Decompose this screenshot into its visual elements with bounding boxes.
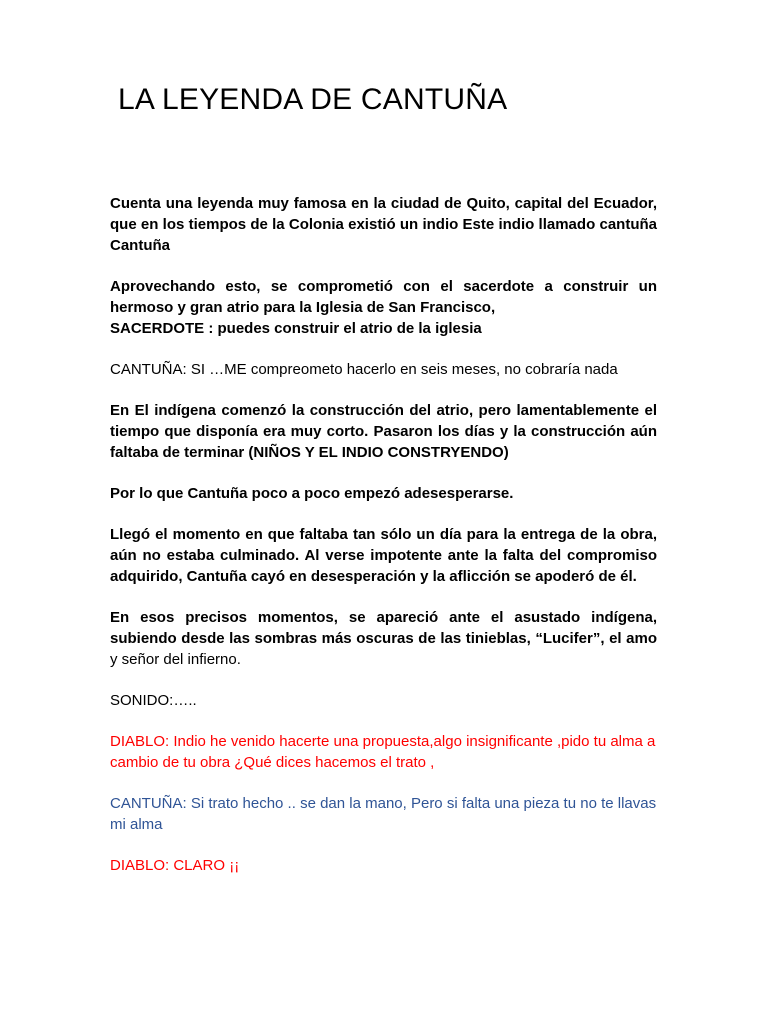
commitment-text: Aprovechando esto, se comprometió con el sacerdote a construir un hermoso y gran atrio para la Iglesia de San Francisco, <box>110 278 657 316</box>
sound-cue: SONIDO:….. <box>110 692 197 709</box>
paragraph-commitment <box>110 276 657 339</box>
cantuna-dialogue-2: CANTUÑA: Si trato hecho .. se dan la mano, Pero si falta una pieza tu no te llavas mi alma <box>110 795 657 833</box>
paragraph-intro: Cuenta una leyenda muy famosa en la ciudad de Quito, capital del Ecuador, que en los tiempos de la Colonia existió un indio Este indio llamado cantuña Cantuña <box>110 195 657 254</box>
diablo-dialogue-2: DIABLO: CLARO ¡¡ <box>110 857 240 874</box>
paragraph-deadline: Llegó el momento en que faltaba tan sólo un día para la entrega de la obra, aún no estaba culminado. Al verse impotente ante la falta del compromiso adquirido, Cantuña cayó en desesperación y la aflicción se apoderó de él. <box>110 526 657 585</box>
lucifer-text-regular: y señor del infierno. <box>110 651 241 668</box>
sacerdote-dialogue: SACERDOTE : puedes construir el atrio de la iglesia <box>110 320 482 337</box>
paragraph-lucifer <box>110 607 657 670</box>
cantuna-dialogue-1: CANTUÑA: SI …ME compreometo hacerlo en seis meses, no cobraría nada <box>110 361 618 378</box>
document-title: LA LEYENDA DE CANTUÑA <box>118 83 508 116</box>
document-body <box>110 193 657 896</box>
diablo-dialogue-1: DIABLO: Indio he venido hacerte una propuesta,algo insignificante ,pido tu alma a cambio de tu obra ¿Qué dices hacemos el trato , <box>110 733 656 771</box>
paragraph-construction: En El indígena comenzó la construcción del atrio, pero lamentablemente el tiempo que disponía era muy corto. Pasaron los días y la construcción aún faltaba de terminar (NIÑOS Y EL INDIO CONSTRYENDO) <box>110 402 657 461</box>
paragraph-despair-start: Por lo que Cantuña poco a poco empezó adesesperarse. <box>110 485 514 502</box>
lucifer-text-bold: En esos precisos momentos, se apareció ante el asustado indígena, subiendo desde las sombras más oscuras de las tinieblas, “Lucifer”, el amo <box>110 609 657 647</box>
